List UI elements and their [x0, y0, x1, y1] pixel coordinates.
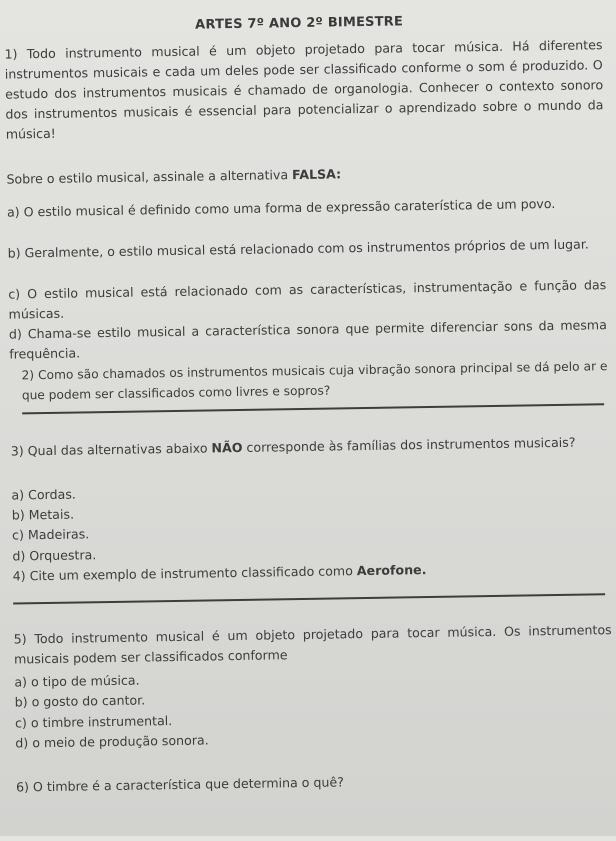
q1-intro-text: 1) Todo instrumento musical é um objeto projetado para tocar música. Há diferentes instrumentos musicais e cada um deles pode ser classificado conforme o som é produzido. O estudo dos instrumentos musicais é chamado de organologia. Conhecer o contexto sonoro dos instrumentos musicais é essencial para potencializar o aprendizado sobre o mundo da música! [4, 37, 604, 142]
q5-option-b: b) o gosto do cantor. [14, 692, 146, 710]
q3-option-b: b) Metais. [11, 506, 75, 523]
q3-option-d: d) Orquestra. [12, 547, 97, 564]
q1-option-d: d) Chama-se estilo musical a característica sonora que permite diferenciar sons da mesma frequência. [8, 317, 607, 362]
q5-option-c: c) o timbre instrumental. [14, 713, 173, 731]
q5-option-d: d) o meio de produção sonora. [15, 732, 209, 751]
q2-answer-line [22, 403, 604, 414]
q3-text-emphasis: NÃO [211, 439, 243, 456]
q2-question-text: 2) Como são chamados os instrumentos musicais cuja vibração sonora principal se dá pelo ar e que podem ser classificados como livres e sopros? [21, 359, 608, 403]
q5-question-text: 5) Todo instrumento musical é um objeto projetado para tocar música. Os instrumentos musicais podem ser classificados conforme [13, 622, 612, 667]
q3-option-c: c) Madeiras. [11, 526, 90, 543]
q3-question-text [11, 432, 609, 461]
q1-option-b: b) Geralmente, o estilo musical está relacionado com os instrumentos próprios de um lugar. [7, 236, 589, 261]
q5-option-a: a) o tipo de música. [14, 672, 140, 690]
q4-text-emphasis: Aerofone. [356, 562, 427, 579]
q1-option-c: c) O estilo musical está relacionado com as características, instrumentação e função das músicas. [8, 277, 607, 322]
q6-question-text: 6) O timbre é a característica que determina o quê? [15, 774, 344, 795]
q1-prompt [6, 166, 341, 186]
q4-answer-line [13, 593, 605, 604]
q3-option-a: a) Cordas. [11, 486, 76, 503]
q1-option-a: a) O estilo musical é definido como uma forma de expressão caraterística de um povo. [6, 195, 556, 220]
q3-text-pre: 3) Qual das alternativas abaixo [10, 440, 212, 459]
q1-prompt-emphasis: FALSA: [291, 166, 342, 183]
q3-text-post: corresponde às famílias dos instrumentos musicais? [242, 434, 576, 455]
q4-question-text [13, 562, 427, 583]
q4-text-pre: 4) Cite um exemplo de instrumento classificado como [12, 563, 357, 584]
q1-prompt-text: Sobre o estilo musical, assinale a alternativa [6, 167, 293, 187]
worksheet-title: ARTES 7º ANO 2º BIMESTRE [195, 14, 404, 33]
